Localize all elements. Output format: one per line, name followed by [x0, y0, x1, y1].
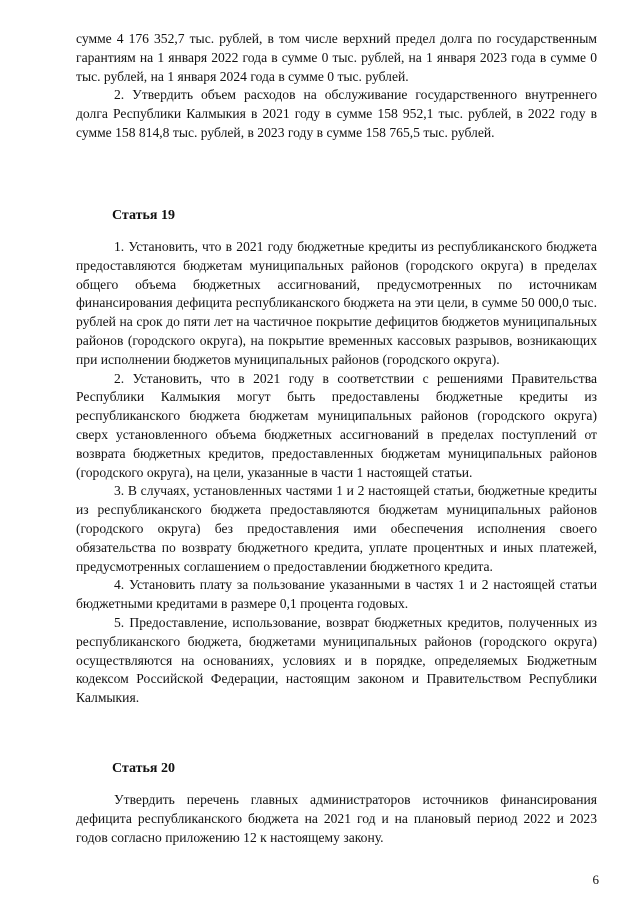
- intro-text: [76, 30, 597, 143]
- page-number: 6: [592, 872, 599, 887]
- article-19-paragraph-2: 2. Установить, что в 2021 году в соответствии с решениями Правительства Республики Калмыкия могут быть предоставлены бюджетные кредиты из республиканского бюджета бюджетам муниципальных районов (городского округа) сверх установленного объема бюджетных ассигнований в пределах поступлений от возврата бюджетных кредитов, предоставленных бюджетам муниципальных районов (городского округа), на цели, указанные в части 1 настоящей статьи.: [76, 370, 597, 480]
- intro-paragraph-continued: сумме 4 176 352,7 тыс. рублей, в том числе верхний предел долга по государственным гарантиям на 1 января 2022 года в сумме 0 тыс. рублей, на 1 января 2023 года в сумме 0 тыс. рублей, на 1 января 2024 года в сумме 0 тыс. рублей.: [76, 31, 597, 84]
- article-19-paragraph-5: 5. Предоставление, использование, возврат бюджетных кредитов, полученных из республиканского бюджета, бюджетами муниципальных районов (городского округа) осуществляются на основаниях, условиях и в порядке, определяемых Бюджетным кодексом Российской Федерации, настоящим законом и Правительством Республики Калмыкия.: [76, 614, 597, 706]
- intro-paragraph-2: 2. Утвердить объем расходов на обслуживание государственного внутреннего долга Республики Калмыкия в 2021 году в сумме 158 952,1 тыс. рублей, в 2022 году в сумме 158 814,8 тыс. рублей, в 2023 году в сумме 158 765,5 тыс. рублей.: [76, 87, 597, 140]
- article-19-paragraph-1: 1. Установить, что в 2021 году бюджетные кредиты из республиканского бюджета предоставляются бюджетам муниципальных районов (городского округа) в пределах общего объема бюджетных ассигнований, предусмотренных по источникам финансирования дефицита республиканского бюджета на эти цели, в сумме 50 000,0 тыс. рублей на срок до пяти лет на частичное покрытие дефицитов бюджетов муниципальных районов (городского округа), на покрытие временных кассовых разрывов, возникающих при исполнении бюджетов муниципальных районов (городского округа).: [76, 239, 597, 367]
- article-20-heading: Статья 20: [112, 761, 175, 776]
- article-20-body: [76, 791, 597, 847]
- article-20-paragraph-1: Утвердить перечень главных администраторов источников финансирования дефицита республиканского бюджета на 2021 год и на плановый период 2022 и 2023 годов согласно приложению 12 к настоящему закону.: [76, 792, 597, 845]
- article-19-paragraph-4: 4. Установить плату за пользование указанными в частях 1 и 2 настоящей статьи бюджетными кредитами в размере 0,1 процента годовых.: [76, 577, 597, 612]
- article-19-paragraph-3: 3. В случаях, установленных частями 1 и 2 настоящей статьи, бюджетные кредиты из республиканского бюджета предоставляются бюджетам муниципальных районов (городского округа) без предоставления ими обеспечения исполнения своего обязательства по возврату бюджетного кредита, уплате процентных и иных платежей, предусмотренных соглашением о предоставлении бюджетного кредита.: [76, 483, 597, 574]
- article-19-heading: Статья 19: [112, 208, 175, 223]
- article-19-body: [76, 238, 597, 708]
